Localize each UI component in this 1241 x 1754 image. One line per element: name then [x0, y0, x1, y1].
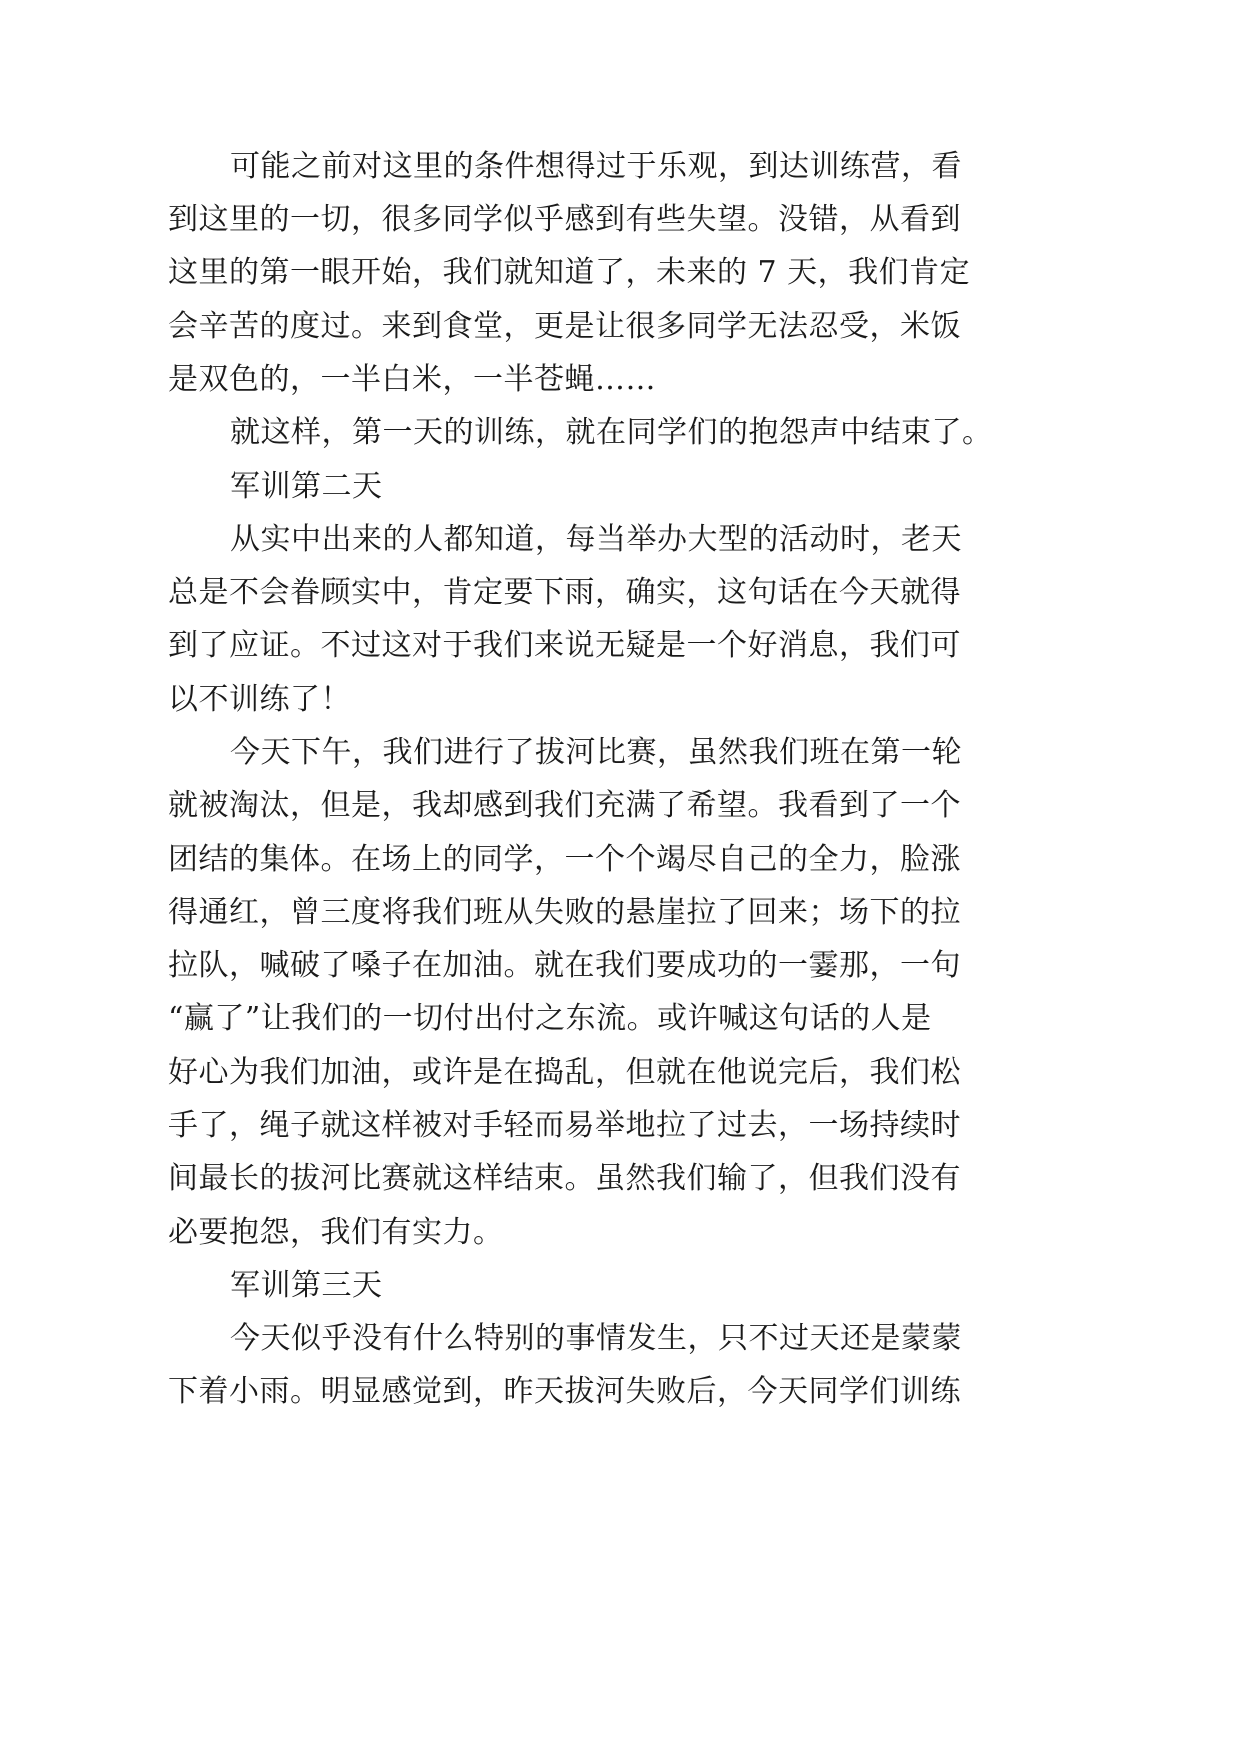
text-line: 下着小雨。明显感觉到，昨天拔河失败后，今天同学们训练 — [168, 1374, 961, 1409]
text-line: 手了，绳子就这样被对手轻而易举地拉了过去，一场持续时 — [168, 1108, 961, 1143]
text-line: 必要抱怨，我们有实力。 — [168, 1215, 504, 1250]
text-line: 总是不会眷顾实中，肯定要下雨，确实，这句话在今天就得 — [168, 575, 961, 610]
text-line: 以不训练了！ — [168, 682, 351, 717]
text-line: 这里的第一眼开始，我们就知道了，未来的 7 天，我们肯定 — [168, 255, 971, 290]
text-line: 到这里的一切，很多同学似乎感到有些失望。没错，从看到 — [168, 202, 961, 237]
text-line: 就这样，第一天的训练，就在同学们的抱怨声中结束了。 — [230, 415, 993, 450]
text-line: 得通红，曾三度将我们班从失败的悬崖拉了回来；场下的拉 — [168, 895, 961, 930]
text-line: “赢了”让我们的一切付出付之东流。或许喊这句话的人是 — [168, 1001, 932, 1036]
text-line: 拉队，喊破了嗓子在加油。就在我们要成功的一霎那，一句 — [168, 948, 961, 983]
section-heading: 军训第二天 — [230, 469, 383, 504]
text-line: 是双色的，一半白米，一半苍蝇…… — [168, 362, 656, 397]
text-line: 到了应证。不过这对于我们来说无疑是一个好消息，我们可 — [168, 628, 961, 663]
text-line: 今天似乎没有什么特别的事情发生，只不过天还是蒙蒙 — [230, 1321, 962, 1356]
text-line: 就被淘汰，但是，我却感到我们充满了希望。我看到了一个 — [168, 788, 961, 823]
text-line: 团结的集体。在场上的同学，一个个竭尽自己的全力，脸涨 — [168, 842, 961, 877]
text-line: 从实中出来的人都知道，每当举办大型的活动时，老天 — [230, 522, 962, 557]
text-line: 今天下午，我们进行了拔河比赛，虽然我们班在第一轮 — [230, 735, 962, 770]
text-line: 会辛苦的度过。来到食堂，更是让很多同学无法忍受，米饭 — [168, 309, 961, 344]
text-line: 间最长的拔河比赛就这样结束。虽然我们输了，但我们没有 — [168, 1161, 961, 1196]
text-line: 好心为我们加油，或许是在捣乱，但就在他说完后，我们松 — [168, 1055, 961, 1090]
section-heading: 军训第三天 — [230, 1268, 383, 1303]
text-line: 可能之前对这里的条件想得过于乐观，到达训练营，看 — [230, 149, 962, 184]
